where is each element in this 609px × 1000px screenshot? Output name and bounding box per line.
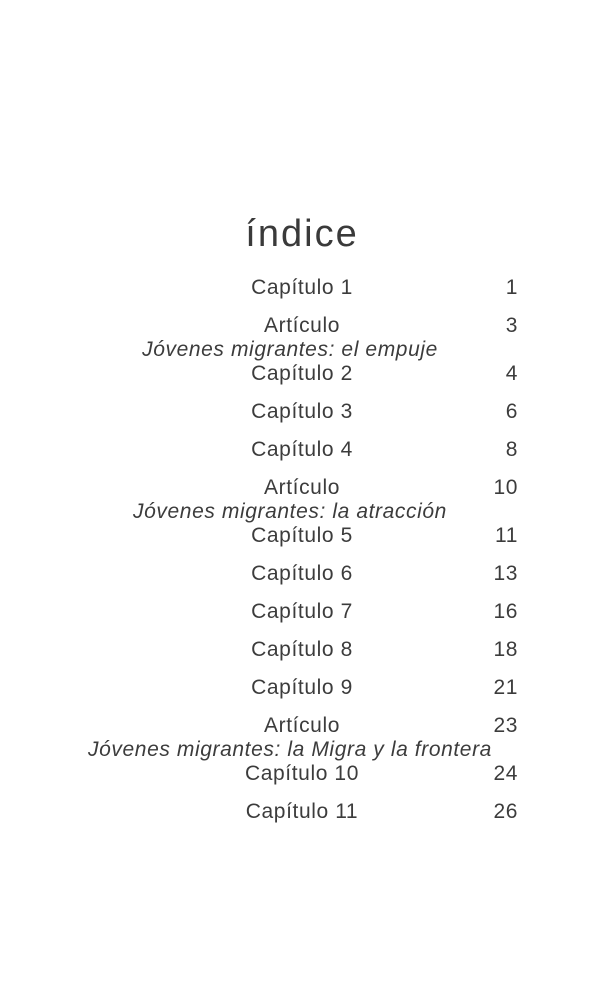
toc-entry-label: Capítulo 2 bbox=[251, 362, 353, 385]
toc-entry bbox=[86, 714, 518, 738]
toc-entry bbox=[86, 314, 518, 338]
toc-entry-page-number: 3 bbox=[505, 314, 518, 337]
toc-entry-label: Jóvenes migrantes: el empuje bbox=[142, 338, 438, 361]
toc-entry bbox=[86, 800, 518, 824]
toc-entry bbox=[86, 638, 518, 662]
toc-entry-label: Jóvenes migrantes: la atracción bbox=[133, 500, 447, 523]
toc-entry-label: Artículo bbox=[264, 714, 340, 737]
toc-list bbox=[86, 276, 518, 824]
toc-entry-label: Capítulo 5 bbox=[251, 524, 353, 547]
toc-entry bbox=[86, 338, 518, 362]
toc-entry-page-number: 4 bbox=[505, 362, 518, 385]
toc-entry-page-number: 1 bbox=[505, 276, 518, 299]
toc-entry-label: Capítulo 1 bbox=[251, 276, 353, 299]
toc-entry bbox=[86, 500, 518, 524]
toc-entry bbox=[86, 562, 518, 586]
toc-entry bbox=[86, 762, 518, 786]
toc-entry bbox=[86, 600, 518, 624]
toc-entry-page-number: 23 bbox=[493, 714, 518, 737]
toc-entry-label: Capítulo 6 bbox=[251, 562, 353, 585]
toc-entry-page-number: 24 bbox=[493, 762, 518, 785]
toc-entry-label: Capítulo 4 bbox=[251, 438, 353, 461]
toc-entry-label: Artículo bbox=[264, 314, 340, 337]
table-of-contents bbox=[86, 214, 518, 824]
toc-entry bbox=[86, 476, 518, 500]
toc-title: índice bbox=[245, 213, 359, 255]
toc-entry-page-number: 21 bbox=[493, 676, 518, 699]
toc-entry bbox=[86, 676, 518, 700]
toc-entry-label: Capítulo 9 bbox=[251, 676, 353, 699]
toc-entry bbox=[86, 400, 518, 424]
toc-entry bbox=[86, 438, 518, 462]
toc-entry bbox=[86, 362, 518, 386]
toc-entry-label: Capítulo 7 bbox=[251, 600, 353, 623]
toc-entry-page-number: 18 bbox=[493, 638, 518, 661]
toc-entry-page-number: 13 bbox=[493, 562, 518, 585]
toc-entry-label: Capítulo 10 bbox=[244, 762, 359, 785]
toc-entry-label: Capítulo 8 bbox=[251, 638, 353, 661]
toc-entry-label: Capítulo 11 bbox=[245, 800, 359, 823]
toc-entry-label: Jóvenes migrantes: la Migra y la frontera bbox=[88, 738, 492, 761]
toc-entry-label: Capítulo 3 bbox=[251, 400, 353, 423]
toc-entry-page-number: 10 bbox=[493, 476, 518, 499]
toc-entry-page-number: 8 bbox=[505, 438, 518, 461]
toc-entry-page-number: 6 bbox=[505, 400, 518, 423]
toc-entry bbox=[86, 524, 518, 548]
toc-entry-label: Artículo bbox=[264, 476, 340, 499]
toc-entry-page-number: 11 bbox=[495, 524, 518, 547]
toc-entry-page-number: 26 bbox=[493, 800, 518, 823]
toc-entry bbox=[86, 738, 518, 762]
toc-entry-page-number: 16 bbox=[493, 600, 518, 623]
toc-entry bbox=[86, 276, 518, 300]
